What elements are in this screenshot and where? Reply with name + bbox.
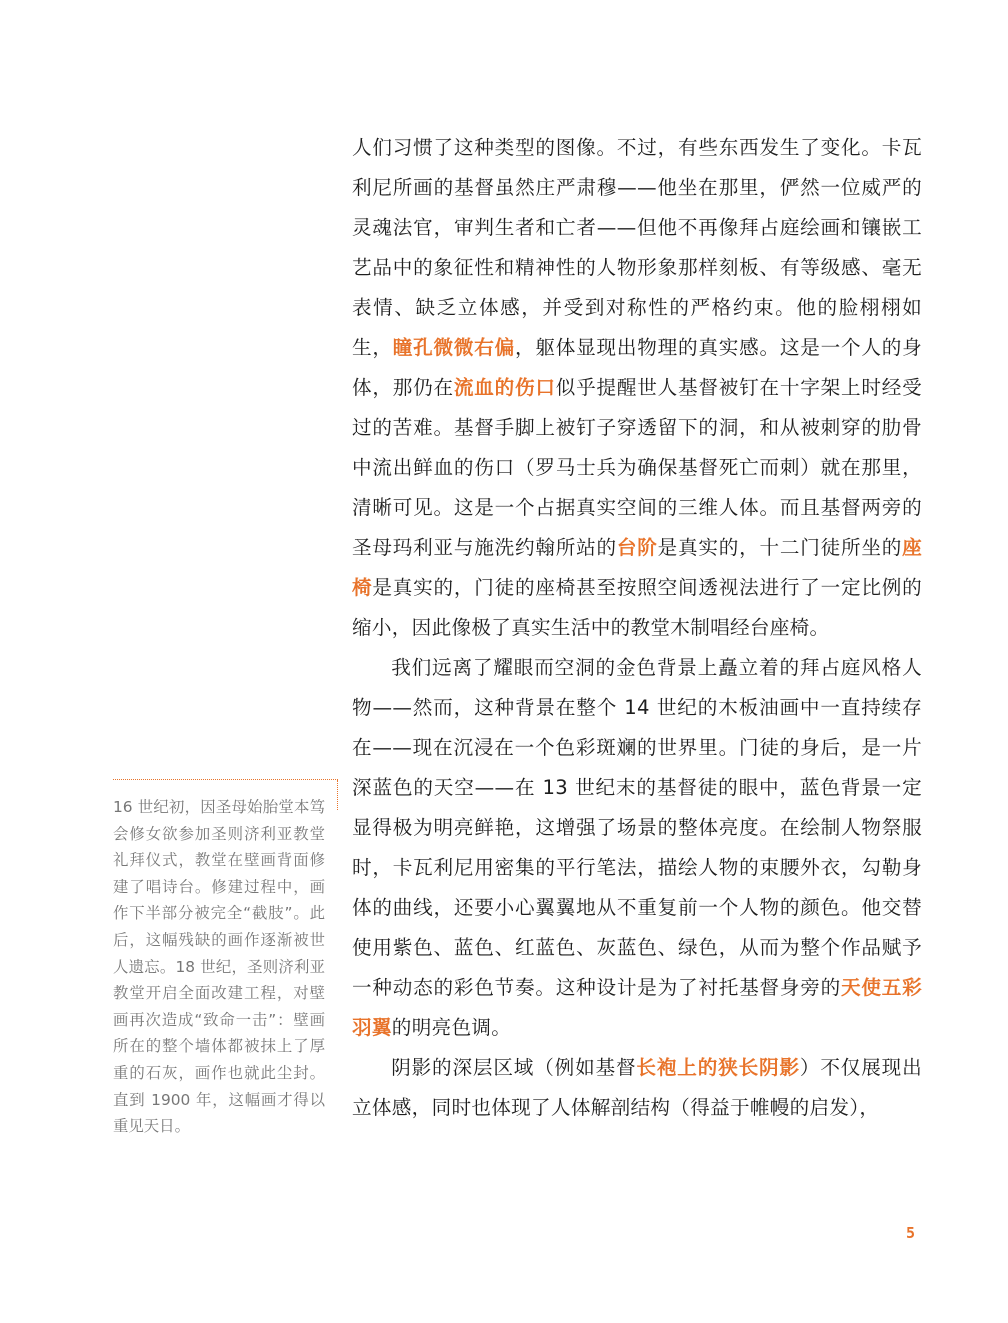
body-paragraph: [352, 1048, 922, 1128]
text-run: 的明亮色调。: [391, 1016, 512, 1039]
text-run: 是真实的，门徒的座椅甚至按照空间透视法进行了一定比例的缩小，因此像极了真实生活中的教堂木制唱经台座椅。: [352, 576, 922, 639]
text-run: 阴影的深层区域（例如基督: [391, 1056, 637, 1079]
text-run: 我们远离了耀眼而空洞的金色背景上矗立着的拜占庭风格人物——然而，这种背景在整个 14 世纪的木板油画中一直持续存在——现在沉浸在一个色彩斑斓的世界里。门徒的身后，是一片深蓝色的天空——在 13 世纪末的基督徒的眼中，蓝色背景一定显得极为明亮鲜艳，这增强了场景的整体亮度。在绘制人物祭服时，卡瓦利尼用密集的平行笔法，描绘人物的束腰外衣，勾勒身体的曲线，还要小心翼翼地从不重复前一个人物的颜色。他交替使用紫色、蓝色、红蓝色、灰蓝色、绿色，从而为整个作品赋予一种动态的彩色节奏。这种设计是为了衬托基督身旁的: [352, 656, 922, 999]
text-run: 人们习惯了这种类型的图像。不过，有些东西发生了变化。卡瓦利尼所画的基督虽然庄严肃穆——他坐在那里，俨然一位威严的灵魂法官，审判生者和亡者——但他不再像拜占庭绘画和镶嵌工艺品中的象征性和精神性的人物形象那样刻板、有等级感、毫无表情、缺乏立体感，并受到对称性的严格约束。他的脸栩栩如生，: [352, 136, 922, 359]
sidenote-text: 16 世纪初，因圣母始胎堂本笃会修女欲参加圣则济利亚教堂礼拜仪式，教堂在壁画背面修建了唱诗台。修建过程中，画作下半部分被完全“截肢”。此后，这幅残缺的画作逐渐被世人遗忘。18 世纪，圣则济利亚教堂开启全面改建工程，对壁画再次造成“致命一击”：壁画所在的整个墙体都被抹上了厚重的石灰，画作也就此尘封。直到 1900 年，这幅画才得以重见天日。: [113, 798, 325, 1136]
highlighted-phrase: 长袍上的狭长阴影: [636, 1056, 800, 1079]
sidenote-divider: [337, 780, 338, 810]
text-run: 是真实的，十二门徒所坐的: [657, 536, 903, 559]
text-run: ，躯体显现出物理的真实感。这是一个人的身体，那仍在: [352, 336, 922, 399]
sidenote: [113, 779, 338, 1140]
body-paragraph: [352, 128, 922, 648]
highlighted-phrase: 台阶: [616, 536, 658, 559]
highlighted-phrase: 天使五彩羽翼: [352, 976, 923, 1039]
text-run: ）不仅展现出立体感，同时也体现了人体解剖结构（得益于帷幔的启发），: [352, 1056, 922, 1119]
body-paragraph: [352, 648, 922, 1048]
text-run: 似乎提醒世人基督被钉在十字架上时经受过的苦难。基督手脚上被钉子穿透留下的洞，和从被刺穿的肋骨中流出鲜血的伤口（罗马士兵为确保基督死亡而刺）就在那里，清晰可见。这是一个占据真实空间的三维人体。而且基督两旁的圣母玛利亚与施洗约翰所站的: [352, 376, 923, 559]
page-number: 5: [906, 1224, 916, 1242]
highlighted-phrase: 座椅: [352, 536, 922, 599]
highlighted-phrase: 流血的伤口: [453, 376, 556, 399]
main-text-column: [352, 128, 922, 1128]
highlighted-phrase: 瞳孔微微右偏: [392, 336, 515, 359]
